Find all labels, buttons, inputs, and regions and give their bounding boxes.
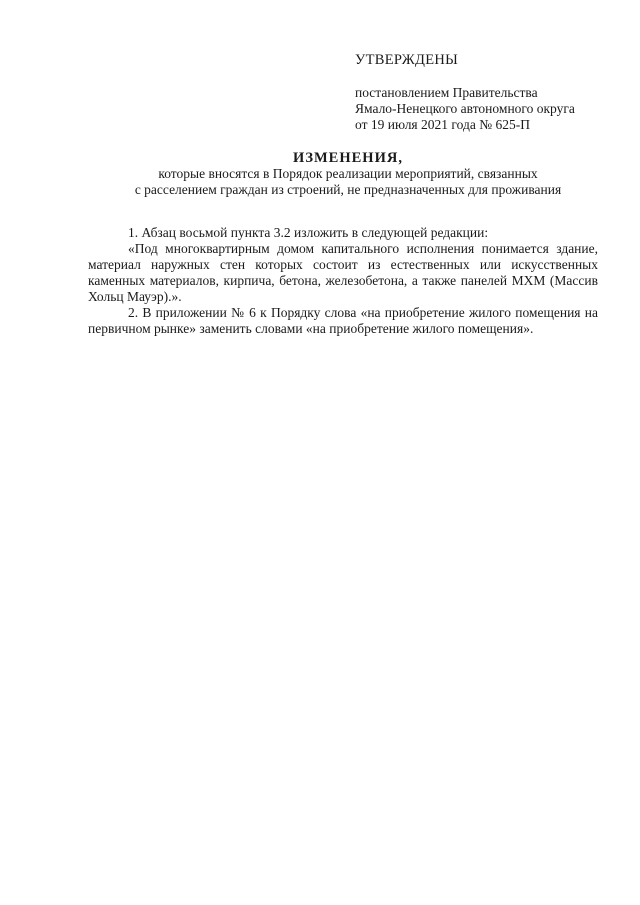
paragraph-3: 2. В приложении № 6 к Порядку слова «на приобретение жилого помещения на первичном рынке» заменить словами «на приобретение жилого помещения».: [88, 305, 598, 336]
document-body: [88, 225, 598, 337]
approval-line-2: Ямало-Ненецкого автономного округа: [355, 101, 575, 116]
approval-title: УТВЕРЖДЕНЫ: [355, 52, 459, 68]
paragraph-1: 1. Абзац восьмой пункта 3.2 изложить в следующей редакции:: [128, 225, 489, 240]
approval-block: [355, 52, 605, 133]
document-subtitle-line-1: которые вносятся в Порядок реализации мероприятий, связанных: [158, 166, 538, 181]
paragraph-2: «Под многоквартирным домом капитального исполнения понимается здание, материал наружных стен которых состоит из естественных или искусственных каменных материалов, кирпича, бетона, железобетона, а также панелей МХМ (Массив Хольц Мауэр).».: [88, 241, 598, 304]
approval-line-1: постановлением Правительства: [355, 85, 538, 100]
document-heading: [88, 150, 608, 198]
document-subtitle-line-2: с расселением граждан из строений, не предназначенных для проживания: [134, 182, 562, 197]
document-title: ИЗМЕНЕНИЯ,: [293, 150, 403, 166]
approval-line-3: от 19 июля 2021 года № 625-П: [355, 117, 530, 132]
